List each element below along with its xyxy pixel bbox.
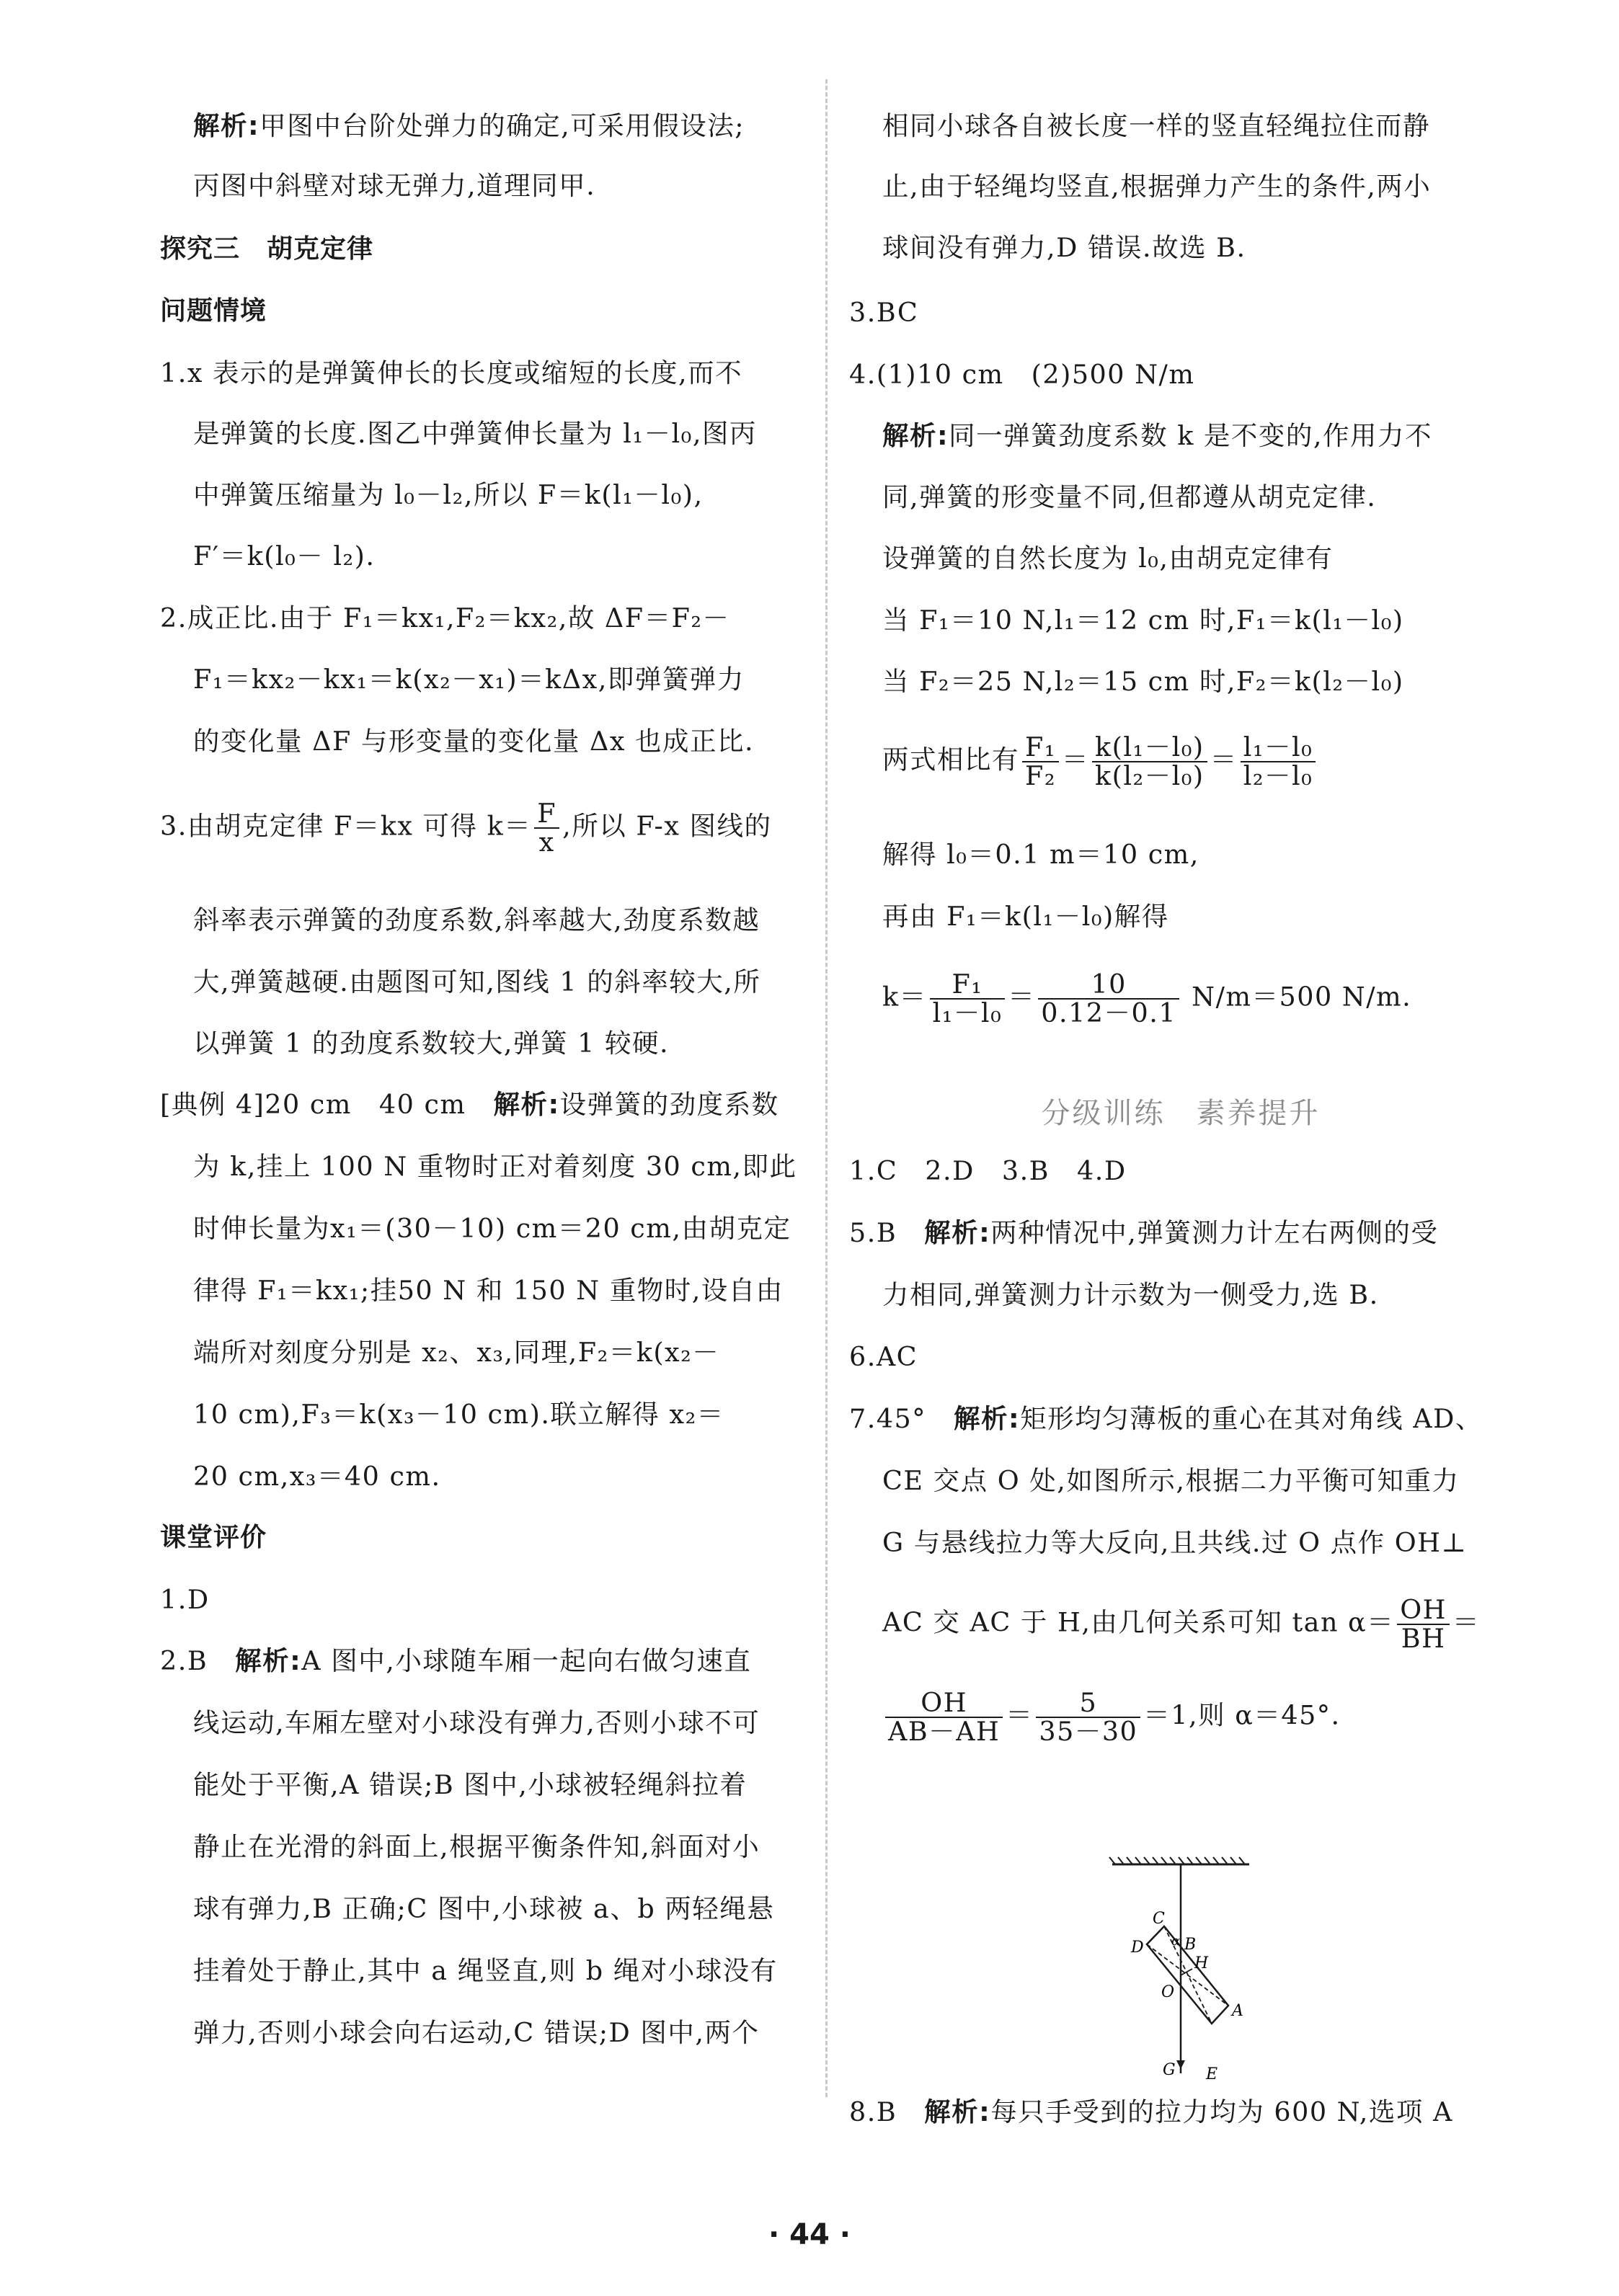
equals-sign: ＝ xyxy=(1006,1699,1034,1731)
text-line: 止,由于轻绳均竖直,根据弹力产生的条件,两小 xyxy=(882,171,1432,202)
fraction-numerator: F xyxy=(534,800,559,829)
text-span: A 图中,小球随车厢一起向右做匀速直 xyxy=(301,1645,752,1676)
label-g: G xyxy=(1163,2061,1176,2079)
text-line: 的变化量 ΔF 与形变量的变化量 Δx 也成正比. xyxy=(193,726,755,757)
label-e: E xyxy=(1206,2065,1218,2083)
fraction-numerator: l₁－l₀ xyxy=(1241,734,1316,762)
section-heading: 探究三 胡克定律 xyxy=(160,234,374,264)
fraction-denominator: k(l₂－l₀) xyxy=(1094,760,1205,791)
label-a: A xyxy=(1232,2002,1243,2020)
text-line: 设弹簧的自然长度为 l₀,由胡克定律有 xyxy=(882,543,1334,574)
section-heading: 分级训练 素养提升 xyxy=(1041,1097,1321,1130)
fraction xyxy=(1092,731,1207,791)
text-span: 设弹簧的劲度系数 xyxy=(559,1089,779,1120)
text-line: 中弹簧压缩量为 l₀－l₂,所以 F＝k(l₁－l₀), xyxy=(193,479,704,510)
text-line: 20 cm,x₃＝40 cm. xyxy=(193,1461,441,1492)
section-heading: 课堂评价 xyxy=(160,1523,267,1552)
fraction-denominator: l₁－l₀ xyxy=(932,997,1003,1028)
text-span: ,所以 F-x 图线的 xyxy=(562,810,772,842)
fraction xyxy=(534,800,559,856)
text-line: 球间没有弹力,D 错误.故选 B. xyxy=(882,232,1246,263)
text-line: 解得 l₀＝0.1 m＝10 cm, xyxy=(882,839,1199,870)
label-alpha: α xyxy=(1171,1934,1181,1949)
fraction-denominator: F₂ xyxy=(1025,760,1056,791)
equals-sign: ＝ xyxy=(1210,744,1238,775)
text-span: 同一弹簧劲度系数 k 是不变的,作用力不 xyxy=(949,420,1433,451)
text-line: CE 交点 O 处,如图所示,根据二力平衡可知重力 xyxy=(882,1465,1460,1496)
text-line: 端所对刻度分别是 x₂、x₃,同理,F₂＝k(x₂－ xyxy=(193,1337,720,1368)
fraction-denominator: 0.12－0.1 xyxy=(1041,997,1177,1028)
label-c: C xyxy=(1153,1910,1165,1928)
formula-line xyxy=(882,971,1411,1027)
fraction-denominator: l₂－l₀ xyxy=(1243,760,1313,791)
text-line xyxy=(160,1090,779,1119)
equals-sign: ＝ xyxy=(1061,744,1089,775)
text-line: 6.AC xyxy=(849,1341,918,1372)
text-span: 两式相比有 xyxy=(882,744,1019,775)
fraction-numerator: OH xyxy=(1397,1596,1450,1625)
text-line: 以弹簧 1 的劲度系数较大,弹簧 1 较硬. xyxy=(193,1028,670,1059)
text-line: 4.(1)10 cm (2)500 N/m xyxy=(849,359,1195,390)
text-span: k＝ xyxy=(882,981,927,1013)
text-line: 挂着处于静止,其中 a 绳竖直,则 b 绳对小球没有 xyxy=(193,1955,778,1986)
text-line: 为 k,挂上 100 N 重物时正对着刻度 30 cm,即此 xyxy=(193,1151,797,1182)
text-line: 能处于平衡,A 错误;B 图中,小球被轻绳斜拉着 xyxy=(193,1769,748,1800)
text-line: 静止在光滑的斜面上,根据平衡条件知,斜面对小 xyxy=(193,1831,760,1862)
analysis-label: 解析: xyxy=(493,1089,560,1120)
text-line: 3.BC xyxy=(849,297,919,328)
text-line: 当 F₂＝25 N,l₂＝15 cm 时,F₂＝k(l₂－l₀) xyxy=(882,666,1404,697)
text-span: 甲图中台阶处弹力的确定,可采用假设法; xyxy=(260,110,745,141)
text-line xyxy=(160,1647,751,1676)
text-span: 2.B xyxy=(160,1645,236,1676)
fraction xyxy=(930,971,1006,1027)
equals-sign: ＝ xyxy=(1452,1606,1480,1638)
fraction xyxy=(885,1689,1003,1745)
text-span: 8.B xyxy=(849,2096,925,2127)
text-span: 每只手受到的拉力均为 600 N,选项 A xyxy=(990,2096,1453,2127)
formula-line xyxy=(882,1689,1341,1745)
text-span: ＝1,则 α＝45°. xyxy=(1143,1699,1341,1731)
fraction xyxy=(1022,731,1059,791)
text-line: 力相同,弹簧测力计示数为一侧受力,选 B. xyxy=(882,1279,1379,1310)
text-span: [典例 4]20 cm 40 cm xyxy=(160,1089,494,1120)
text-line: 线运动,车厢左壁对小球没有弹力,否则小球不可 xyxy=(193,1707,760,1738)
fraction xyxy=(1036,1689,1140,1745)
arrow-down-icon xyxy=(1176,2060,1185,2069)
analysis-label: 解析: xyxy=(954,1403,1021,1434)
text-line: 再由 F₁＝k(l₁－l₀)解得 xyxy=(882,901,1169,932)
text-line: 1.C 2.D 3.B 4.D xyxy=(849,1155,1127,1186)
text-span: 3.由胡克定律 F＝kx 可得 k＝ xyxy=(160,810,532,842)
text-span: 矩形均匀薄板的重心在其对角线 AD、 xyxy=(1020,1403,1483,1434)
column-divider xyxy=(825,79,828,2097)
text-line: 2.成正比.由于 F₁＝kx₁,F₂＝kx₂,故 ΔF＝F₂－ xyxy=(160,602,730,633)
text-span: N/m＝500 N/m. xyxy=(1182,981,1412,1013)
fraction xyxy=(1241,731,1316,791)
text-line: 时伸长量为x₁＝(30－10) cm＝20 cm,由胡克定 xyxy=(193,1213,791,1244)
text-line: 大,弹簧越硬.由题图可知,图线 1 的斜率较大,所 xyxy=(193,966,761,997)
analysis-label: 解析: xyxy=(193,110,260,141)
text-span: 两种情况中,弹簧测力计左右两侧的受 xyxy=(990,1217,1439,1248)
text-line xyxy=(193,112,745,141)
text-line: F′＝k(l₀－ l₂). xyxy=(193,540,376,571)
text-line: G 与悬线拉力等大反向,且共线.过 O 点作 OH⊥ xyxy=(882,1527,1468,1558)
text-line: 1.D xyxy=(160,1584,210,1615)
label-h: H xyxy=(1194,1954,1209,1972)
text-line: 斜率表示弹簧的劲度系数,斜率越大,劲度系数越 xyxy=(193,904,760,935)
fraction-numerator: 10 xyxy=(1038,971,1179,1000)
text-line: 相同小球各自被长度一样的竖直轻绳拉住而静 xyxy=(882,110,1430,141)
analysis-label: 解析: xyxy=(924,1217,991,1248)
hanging-plate-diagram xyxy=(1105,1856,1278,2086)
text-span: 5.B xyxy=(849,1217,925,1248)
text-line xyxy=(882,422,1432,450)
fraction-numerator: 5 xyxy=(1036,1689,1140,1718)
text-line: 当 F₁＝10 N,l₁＝12 cm 时,F₁＝k(l₁－l₀) xyxy=(882,605,1404,636)
perpendicular-oh xyxy=(1181,1969,1192,1975)
text-line xyxy=(849,1219,1438,1247)
formula-line xyxy=(160,800,772,856)
ceiling-hatch xyxy=(1109,1857,1249,1864)
text-span: 7.45° xyxy=(849,1403,954,1434)
text-line: 球有弹力,B 正确;C 图中,小球被 a、b 两轻绳悬 xyxy=(193,1893,775,1924)
text-line: 弹力,否则小球会向右运动,C 错误;D 图中,两个 xyxy=(193,2017,760,2048)
text-line: 丙图中斜壁对球无弹力,道理同甲. xyxy=(193,170,596,201)
text-line: F₁＝kx₂－kx₁＝k(x₂－x₁)＝kΔx,即弹簧弹力 xyxy=(193,664,745,695)
text-line xyxy=(849,2098,1453,2127)
formula-line xyxy=(882,1596,1480,1652)
fraction xyxy=(1038,971,1179,1027)
page-number: · 44 · xyxy=(768,2218,851,2251)
analysis-label: 解析: xyxy=(924,2096,991,2127)
fraction-numerator: F₁ xyxy=(1022,734,1059,762)
analysis-label: 解析: xyxy=(235,1645,302,1676)
fraction-denominator: BH xyxy=(1401,1623,1446,1654)
fraction-denominator: 35－30 xyxy=(1039,1716,1138,1747)
label-d: D xyxy=(1131,1939,1144,1957)
text-span: AC 交 AC 于 H,由几何关系可知 tan α＝ xyxy=(882,1606,1395,1638)
text-line: 是弹簧的长度.图乙中弹簧伸长量为 l₁－l₀,图丙 xyxy=(193,418,757,449)
text-line xyxy=(849,1405,1483,1433)
label-b: B xyxy=(1184,1936,1197,1954)
formula-line xyxy=(882,731,1318,791)
fraction xyxy=(1397,1596,1450,1652)
fraction-denominator: x xyxy=(538,827,555,858)
label-o: O xyxy=(1161,1983,1175,2001)
equals-sign: ＝ xyxy=(1008,981,1036,1013)
text-line: 律得 F₁＝kx₁;挂50 N 和 150 N 重物时,设自由 xyxy=(193,1275,784,1306)
fraction-numerator: F₁ xyxy=(930,971,1006,1000)
analysis-label: 解析: xyxy=(882,420,949,451)
text-line: 10 cm),F₃＝k(x₃－10 cm).联立解得 x₂＝ xyxy=(193,1399,724,1430)
text-line: 1.x 表示的是弹簧伸长的长度或缩短的长度,而不 xyxy=(160,357,743,388)
subsection-heading: 问题情境 xyxy=(160,296,267,326)
fraction-denominator: AB－AH xyxy=(888,1716,1001,1747)
fraction-numerator: k(l₁－l₀) xyxy=(1092,734,1207,762)
fraction-numerator: OH xyxy=(885,1689,1003,1718)
text-line: 同,弹簧的形变量不同,但都遵从胡克定律. xyxy=(882,481,1377,512)
